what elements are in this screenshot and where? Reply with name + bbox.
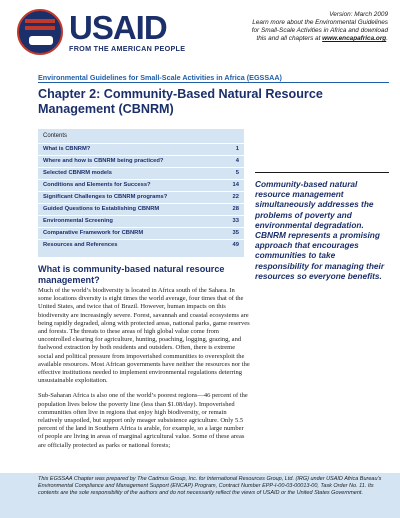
toc-item-title: Selected CBNRM models	[43, 170, 112, 176]
toc-item-title: What is CBNRM?	[43, 146, 91, 152]
usaid-seal-icon	[17, 9, 63, 55]
footer-band	[0, 473, 400, 518]
toc-item-title: Guided Questions to Establishing CBNRM	[43, 206, 160, 212]
body-paragraph: Much of the world’s biodiversity is located in Africa south of the Sahara. In some locations diversity is eight times the world average, four times that of the United States, and twice that of Brazil. However, human impacts on this biodiversity are increasingly severe. Forest, savannah and coastal ecosystems are being rapidly degraded, along with protected areas, national parks, game reserves and forests. The threats to these areas of high global value come from uncontrolled clearing for agriculture, hunting, poaching, logging, grazing, and fuelwood extraction by both residents and outsiders. Often, there is extreme social and political pressure from impoverished communities to overexploit the available resources. Most African governments have neither the resources nor the effective institutions needed to implement environmental regulations deterring unsustainable exploitation.	[38, 287, 250, 385]
toc-item-title: Environmental Screening	[43, 218, 113, 224]
toc-item-title: Resources and References	[43, 242, 118, 248]
section-heading: What is community-based natural resource management?	[38, 264, 225, 285]
header-info	[183, 11, 388, 43]
toc-item[interactable]	[38, 215, 244, 227]
header-line-1: Learn more about the Environmental Guidelines	[252, 19, 388, 26]
toc-item-title: Significant Challenges to CBNRM programs?	[43, 194, 168, 200]
toc-item[interactable]	[38, 203, 244, 215]
series-title: Environmental Guidelines for Small-Scale Activities in Africa (EGSSAA)	[38, 73, 282, 82]
usaid-logo	[17, 9, 186, 55]
header-line-3-prefix: this and all chapters at	[256, 35, 321, 42]
body-paragraph: Sub-Saharan Africa is also one of the world’s poorest regions—46 percent of the population lives below the poverty line (less than $1.08/day). Impoverished communities often live in regions that enjoy high biodiversity, or remain relatively unspoiled, but support only meager subsistence agriculture. Only 5.5 percent of the land in Southern Africa is arable, for example, so a large number of people are living in areas of marginal agricultural value. Some of these areas are officially protected as parks or national forests;	[38, 392, 248, 449]
contents-heading: Contents	[43, 133, 68, 139]
header-line-2: for Small-Scale Activities in Africa and download	[251, 27, 388, 34]
encap-link[interactable]: www.encapafrica.org	[322, 35, 387, 42]
body-text	[38, 287, 250, 457]
version-label: Version: March 2009	[329, 11, 388, 18]
header-line-3	[183, 35, 388, 43]
toc-item-page: 14	[232, 182, 239, 188]
toc-item[interactable]	[38, 191, 244, 203]
footer-disclaimer: This EGSSAA Chapter was prepared by The Cadmus Group, Inc. for International Resources Group, Ltd. (IRG) under USAID Africa Bureau’s Environmental Compliance and Management Support (ENCAP) Program, Contract Number EPP-I-00-03-00013-00, Task Order No. 11. Its contents are the sole responsibility of the authors and do not necessarily reflect the views of USAID or the United States Government.	[38, 476, 382, 496]
chapter-title: Chapter 2: Community-Based Natural Resource Management (CBNRM)	[38, 87, 323, 116]
toc-item-page: 35	[232, 230, 239, 236]
toc-item-title: Where and how is CBNRM being practiced?	[43, 158, 164, 164]
header-line-3-suffix: .	[386, 35, 388, 42]
toc-item-page: 33	[232, 218, 239, 224]
toc-item[interactable]	[38, 167, 244, 179]
title-divider	[38, 82, 389, 83]
toc-item-page: 28	[232, 206, 239, 212]
pull-quote: Community-based natural resource management simultaneously addresses the problems of poverty and environmental degradation. CBNRM represents a promising approach that encourages communities to take responsibility for managing their resources so everyone benefits.	[255, 172, 389, 281]
toc-item[interactable]	[38, 155, 244, 167]
logo-tagline: FROM THE AMERICAN PEOPLE	[69, 44, 186, 53]
toc-item[interactable]	[38, 239, 244, 251]
logo-wordmark: USAID	[69, 9, 167, 46]
toc-item[interactable]	[38, 227, 244, 239]
toc-item-title: Conditions and Elements for Success?	[43, 182, 151, 188]
contents-box	[38, 129, 244, 257]
toc-item[interactable]	[38, 179, 244, 191]
toc-item-title: Comparative Framework for CBNRM	[43, 230, 144, 236]
toc-item-page: 5	[235, 170, 239, 176]
toc-item-page: 22	[232, 194, 239, 200]
toc-item-page: 1	[235, 146, 239, 152]
toc-item-page: 49	[232, 242, 239, 248]
toc-item-page: 4	[235, 158, 239, 164]
toc-item[interactable]	[38, 143, 244, 155]
